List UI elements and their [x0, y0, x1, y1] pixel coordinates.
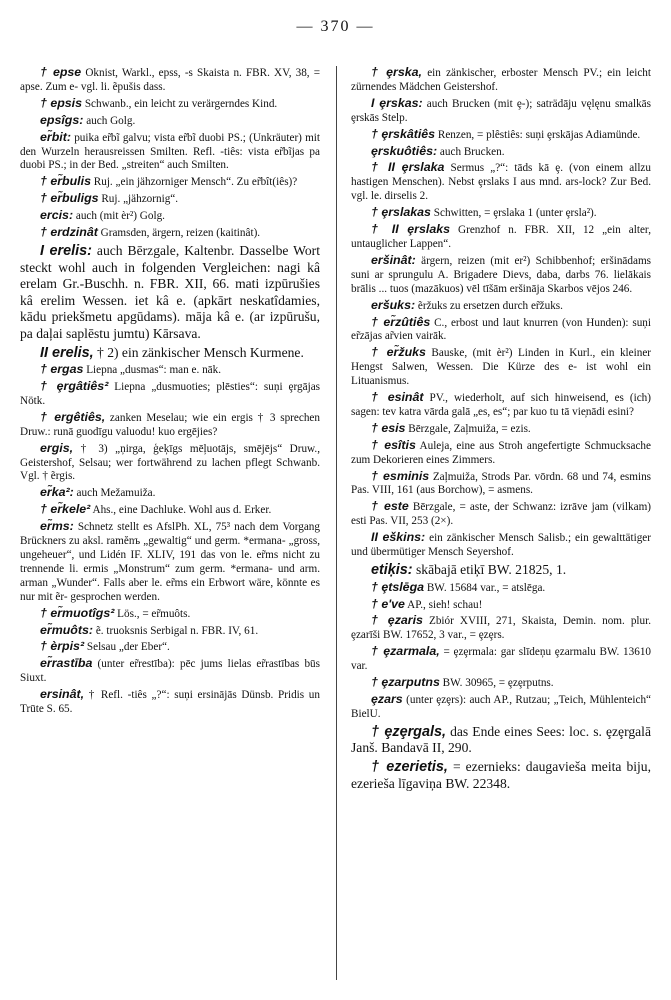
dictionary-entry — [351, 391, 651, 420]
entry-headword: eršinât: — [371, 252, 416, 267]
entry-headword: † èrpis² — [40, 639, 85, 654]
entry-headword: † esinât — [371, 390, 424, 405]
entry-headword: † ȩrgâtiês² — [40, 379, 109, 394]
entry-headword: er̃rastība — [40, 656, 93, 671]
entry-headword: II erelis, — [40, 344, 94, 361]
entry-text: Liepna „dusmas“: man e. nāk. — [86, 364, 222, 377]
entry-text: auch Brucken. — [439, 145, 505, 158]
entry-text: Selsau „der Eber“. — [86, 641, 170, 654]
entry-headword: ersinât, — [40, 687, 85, 702]
entry-headword: † er̃bulis — [40, 174, 91, 189]
dictionary-entry — [351, 145, 651, 160]
dictionary-entry — [20, 226, 320, 241]
entry-headword: ercis: — [40, 208, 74, 223]
entry-text: Zaļmuiža, Strods Par. vōrdn. 68 und 74, esmins Pas. VIII, 161 (aus Borchow), = asmens. — [351, 470, 652, 497]
entry-text: † 2) ein zänkischer Mensch Kurmene. — [97, 344, 304, 360]
entry-text: † Refl. -tiês „?“: suņi ersinājās Dünsb. Pridis un Trūte S. 65. — [20, 689, 320, 716]
dictionary-entry — [351, 206, 651, 221]
dictionary-entry — [20, 657, 320, 686]
entry-text: auch Bērzgale, Kaltenbr. Dasselbe Wort steckt wohl auch in folgenden Vergleichen: nagi kâ erelam Gr.-Buschh. n. FBR. XII, 66. mati izpūrušies kâ erelim Wessen. iet kâ e. (apkārt neskatîdamies, kādu priekšmetu apgūdams). māja kâ e. (ar izpūrušu, pa daļai saplēstu jumtu) Kārsava. — [20, 242, 320, 341]
entry-headword: etiķis: — [371, 562, 413, 578]
entry-headword: † II ȩrslaka — [371, 160, 445, 175]
dictionary-entry — [351, 676, 651, 691]
entry-headword: ȩrskuôtiês: — [371, 143, 438, 158]
dictionary-entry — [20, 345, 320, 362]
left-column — [20, 66, 320, 719]
entry-headword: † er̃muotîgs² — [40, 605, 115, 620]
dictionary-entry — [351, 97, 651, 126]
entry-headword: † er̃buligs — [40, 191, 99, 206]
entry-headword: er̃muôts: — [40, 622, 94, 637]
entry-text: skābajā etiķī BW. 21825, 1. — [416, 562, 567, 577]
entry-headword: epsîgs: — [40, 112, 84, 127]
dictionary-entry — [351, 500, 651, 529]
entry-headword: † ȩzarputns — [371, 675, 440, 690]
dictionary-entry — [351, 422, 651, 437]
entry-headword: er̃ka²: — [40, 485, 74, 500]
dictionary-entry — [20, 520, 320, 604]
entry-headword: † esminis — [371, 468, 430, 483]
entry-headword: I ȩrskas: — [371, 95, 423, 110]
entry-text: das Ende eines Sees: loc. s. ȩzȩrgalā Janš. Bandavā II, 290. — [351, 723, 651, 756]
entry-text: auch Golg. — [86, 114, 136, 127]
entry-text: ẽ. truoksnis Serbigal n. FBR. IV, 61. — [95, 624, 259, 637]
entry-text: Lös., = er̃muôts. — [117, 607, 191, 620]
dictionary-entry — [20, 175, 320, 190]
dictionary-entry — [351, 581, 651, 596]
dictionary-entry — [20, 503, 320, 518]
entry-text: Gramsden, ärgern, reizen (kaitinât). — [100, 227, 261, 240]
entry-text: Schnetz stellt es AfslPh. XL, 75³ nach dem Vorgang Brückners zu aksl. ramĕnъ „gewaltig“ und germ. *ermana- „gross, ungeheuer“, und Lidén IF. XLIV, 191 das von le. er̃ms nicht zu trennende li. ermis „Monstrum“ zum germ. *ermana- und arm. arman „Wunder“. Falls aber le. er̃ms ein Erbwort wäre, könnte es nur mit ẽr- gesprochen werden. — [20, 521, 320, 603]
entry-text: BW. 15684 var., = atslēga. — [426, 581, 546, 594]
entry-headword: † II ȩrslaks — [371, 222, 451, 237]
dictionary-entry — [351, 598, 651, 613]
column-divider — [336, 66, 337, 980]
dictionary-entry — [20, 97, 320, 112]
entry-headword: † este — [371, 499, 409, 514]
entry-text: ein zänkischer, erboster Mensch PV.; ein leicht zürnendes Mädchen Geistershof. — [351, 67, 652, 93]
entry-text: = ȩzȩrmala: gar slīdeņu ȩzarmalu BW. 13610 var. — [351, 646, 652, 673]
entry-text: (unter er̃restība): pēc jums lielas er̃rastības būs Siuxt. — [20, 658, 321, 685]
entry-text: Ahs., eine Dachluke. Wohl aus d. Erker. — [92, 504, 272, 517]
entry-text: ẽržuks zu ersetzen durch er̃žuks. — [417, 299, 563, 312]
entry-headword: II eškins: — [371, 530, 426, 545]
entry-headword: † esîtis — [371, 437, 416, 452]
dictionary-entry — [351, 759, 651, 792]
dictionary-entry — [20, 607, 320, 622]
entry-headword: † esis — [371, 420, 406, 435]
dictionary-entry — [351, 346, 651, 389]
dictionary-entry — [20, 442, 320, 485]
entry-text: Auleja, eine aus Stroh angefertigte Schmucksache zum Dekorieren eines Zimmers. — [351, 439, 651, 466]
entry-text: ärgern, reizen (mit er²) Schibbenhof; eršinādams suni ar sprungulu A. Brigadere Dievs, daba, darbs 76. lielākais brālis ... tuos (mazākuos) vēl tīšām eršināja Skarbos vējos 246. — [351, 254, 651, 295]
dictionary-entry — [351, 161, 651, 204]
dictionary-entry — [20, 363, 320, 378]
dictionary-entry — [20, 640, 320, 655]
entry-text: AP., sieh! schau! — [407, 598, 483, 611]
dictionary-entry — [351, 470, 651, 499]
dictionary-entry — [351, 299, 651, 314]
dictionary-entry — [351, 531, 651, 560]
entry-text: Liepna „dusmuoties; plēsties“: suņi ȩrgājas Nötk. — [20, 381, 321, 407]
dictionary-entry — [20, 486, 320, 501]
entry-headword: eršuks: — [371, 297, 416, 312]
entry-text: Bērzgale, Zaļmuiža, = ezis. — [408, 422, 531, 435]
entry-headword: † ergas — [40, 362, 84, 377]
entry-headword: † erdzinât — [40, 225, 98, 240]
entry-text: (unter ȩzȩrs): auch AP., Rutzau; „Teich, Mühlenteich“ BielU. — [351, 693, 652, 720]
entry-headword: † er̃zûtiês — [371, 314, 431, 329]
dictionary-entry — [20, 243, 320, 343]
dictionary-entry — [351, 724, 651, 757]
entry-text: Schwitten, = ȩrslaka 1 (unter ȩrsla²). — [433, 207, 597, 220]
dictionary-entry — [20, 624, 320, 639]
dictionary-entry — [20, 66, 320, 95]
entry-text: auch Brucken (mit ȩ-); saträdāju vęlęnu smalkās ȩrskās Stelp. — [351, 97, 651, 124]
entry-headword: † ȩrskâtiês — [371, 126, 436, 141]
entry-headword: I erelis: — [40, 242, 92, 259]
entry-headword: † ȩzarmala, — [371, 644, 440, 659]
entry-headword: † epse — [40, 65, 82, 79]
entry-text: Renzen, = plêstiês: suņi ȩrskājas Adiamünde. — [437, 128, 641, 141]
dictionary-entry — [351, 254, 651, 297]
entry-headword: † ȩtslēga — [371, 579, 425, 594]
entry-text: auch (mit èr²) Golg. — [75, 210, 165, 223]
entry-text: zanken Meselau; wie ein ergis † 3 sprechen Druw.: runā guodīgu valuodu! kuo ergējies? — [20, 411, 320, 438]
dictionary-entry — [20, 688, 320, 717]
entry-headword: † ȩzȩrgals, — [371, 723, 446, 740]
entry-text: Bauske, (mit èr²) Linden in Kurl., ein kleiner Hengst Salwen, Wessen. Die Kürze des e- ist wohl ein Lituanismus. — [351, 347, 652, 388]
entry-text: auch Mežamuiža. — [76, 487, 156, 500]
dictionary-entry — [351, 128, 651, 143]
entry-headword: † ezerietis, — [371, 758, 448, 775]
entry-headword: ȩzars — [371, 691, 403, 706]
dictionary-entry — [351, 645, 651, 674]
dictionary-entry — [351, 439, 651, 468]
dictionary-entry — [20, 131, 320, 174]
entry-text: Schwanb., ein leicht zu verärgerndes Kind. — [84, 97, 278, 110]
entry-text: Grenzhof n. FBR. XII, 12 „ein alter, untauglicher Lappen“. — [351, 224, 652, 250]
right-column — [351, 66, 651, 794]
dictionary-entry — [20, 114, 320, 129]
entry-text: † 3) „ņirga, ģeķīgs mēļuotājs, smējējs“ Druw., Geistershof, Selsau; wer fortwährend zu lachen pflegt Schwanb. Vgl. † ẽrgis. — [20, 442, 321, 483]
dictionary-entry — [351, 316, 651, 345]
dictionary-entry — [20, 192, 320, 207]
entry-headword: † er̃kele² — [40, 502, 91, 517]
entry-headword: † er̃žuks — [371, 345, 426, 360]
entry-headword: † ȩzaris — [371, 613, 423, 628]
entry-text: C., erbost und laut knurren (von Hunden): suņi er̃zājas ar̃vien vairāk. — [351, 316, 652, 343]
entry-text: Ruj. „jähzornig“. — [101, 193, 179, 206]
entry-headword: † ȩrska, — [371, 65, 422, 79]
page-number: — 370 — — [296, 18, 375, 35]
dictionary-entry — [20, 411, 320, 440]
entry-text: Oknist, Warkl., epss, -s Skaista n. FBR. XV, 38, = apse. Zum e- vgl. li. ẽpušis dass. — [20, 67, 321, 93]
entry-headword: er̃ms: — [40, 519, 74, 534]
entry-text: Zbiór XVIII, 271, Skaista, Demin. nom. plur. ȩzarīši BW. 17652, 3 var., = ȩzȩrs. — [351, 615, 652, 642]
entry-text: = ezernieks: daugavieša meita biju, ezerieša līgaviņa BW. 22348. — [351, 758, 651, 791]
entry-headword: † e've — [371, 596, 405, 611]
dictionary-entry — [351, 562, 651, 579]
entry-headword: ergis, — [40, 440, 74, 455]
entry-headword: † epsis — [40, 95, 83, 110]
dictionary-entry — [351, 614, 651, 643]
entry-text: Sermus „?“: tāds kā ȩ. (von einem allzu hastigen Menschen). Nebst ȩrslaks I aus mnd. ars-lock? Zur Bed. vgl. le. dirselis 2. — [351, 162, 651, 203]
entry-headword: † ȩrslakas — [371, 205, 431, 220]
entry-text: BW. 30965, = ȩzȩrputns. — [442, 677, 554, 690]
entry-headword: er̃bit: — [40, 129, 71, 144]
dictionary-entry — [351, 693, 651, 722]
entry-headword: † ergêtiês, — [40, 409, 106, 424]
dictionary-entry — [351, 223, 651, 252]
entry-text: puika er̃bĩ galvu; vista er̃bĩ duobi PS.; (Unkräuter) mit den Wurzeln herausreissen Smilten. Refl. -tiês: vista er̃bĩjas pa duobi PS.; in der Bed. „streiten“ auch Smilten. — [20, 131, 321, 172]
dictionary-entry — [20, 380, 320, 409]
entry-text: ein zänkischer Mensch Salisb.; ein gewalttätiger und übermütiger Mensch Seyershof. — [351, 532, 652, 559]
entry-text: Ruj. „ein jähzorniger Mensch“. Zu er̃bît(iês)? — [93, 176, 298, 189]
entry-text: PV., wiederholt, auf sich hinweisend, es (ich) sagen: tev katra vārda galā „es, es“; par kuo tu tā vie̦nādi esini? — [351, 392, 651, 418]
entry-text: Bērzgale, = aste, der Schwanz: izrāve jam (vilkam) esti Pas. VII, 253 (2×). — [351, 501, 652, 528]
dictionary-entry — [351, 66, 651, 95]
dictionary-entry — [20, 209, 320, 224]
